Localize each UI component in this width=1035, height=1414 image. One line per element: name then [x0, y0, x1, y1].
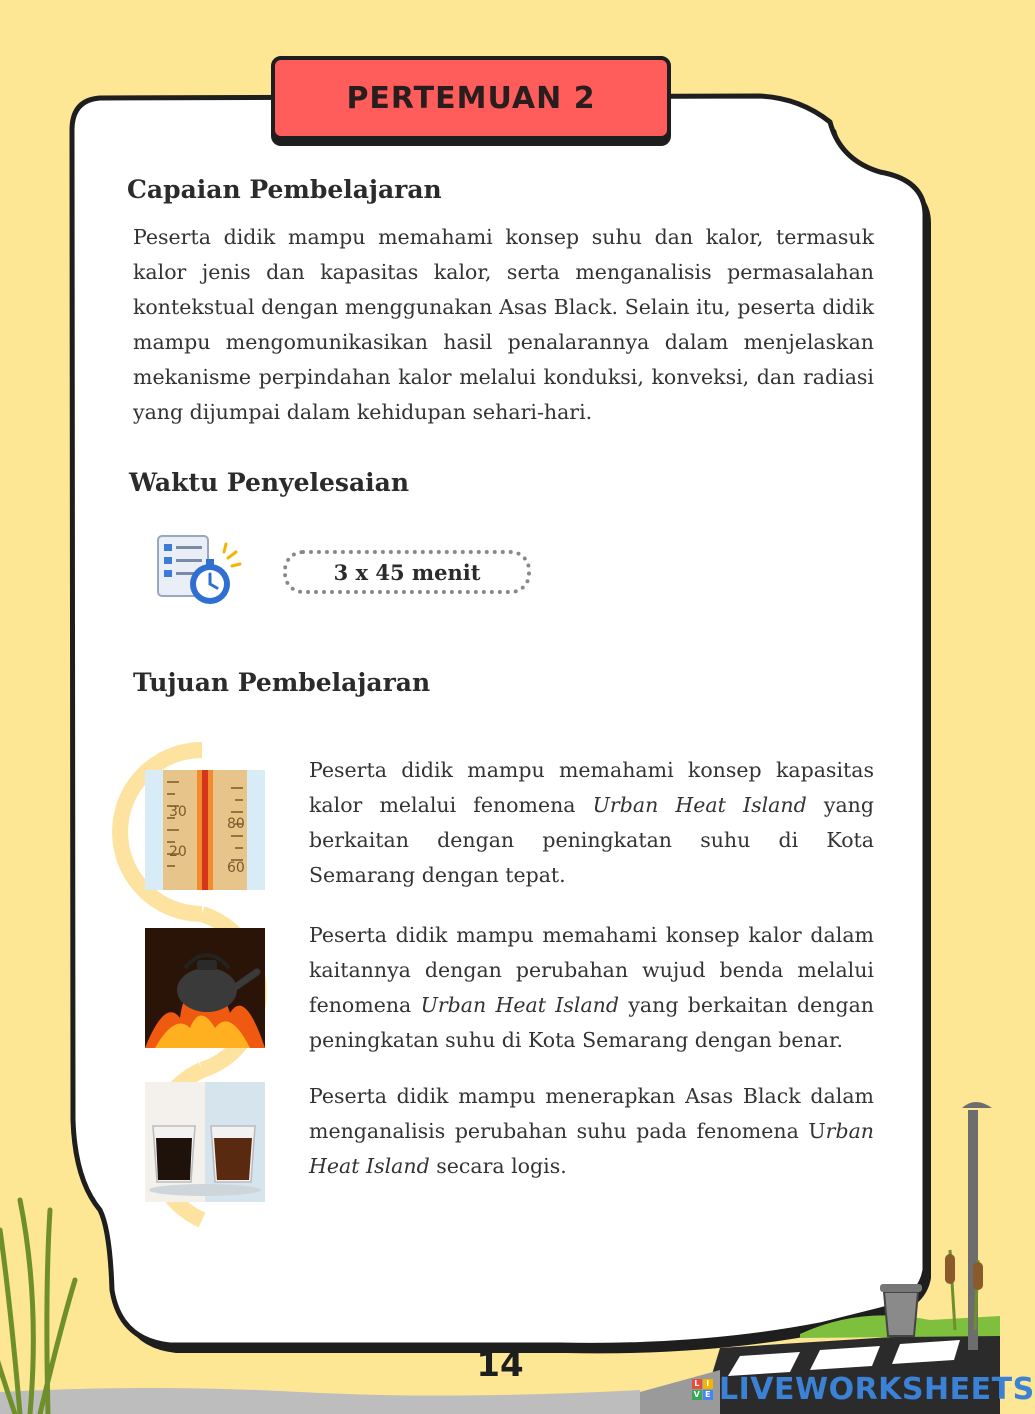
duration-text: 3 x 45 menit: [333, 559, 481, 585]
tujuan-heading: Tujuan Pembelajaran: [133, 668, 431, 697]
capaian-text: Peserta didik mampu memahami konsep suhu dan kalor, termasuk kalor jenis dan kapasitas kalor, serta menganalisis permasalahan kontekstual dengan menggunakan Asas Black. Selain itu, peserta didik mampu mengomunikasikan hasil penalarannya dalam menjelaskan mekanisme perpindahan kalor melalui konduksi, konveksi, dan radiasi yang dijumpai dalam kehidupan sehari-hari.: [133, 225, 874, 424]
liveworksheets-logo-icon: L I V E: [692, 1379, 713, 1400]
thermometer-label-60: 60: [227, 860, 245, 876]
title-tab: [271, 56, 671, 140]
kettle-fire-image: [145, 928, 265, 1048]
tujuan-item-1: Peserta didik mampu memahami konsep kapasitas kalor melalui fenomena Urban Heat Island yang berkaitan dengan peningkatan suhu di Kota Semarang dengan tepat.: [309, 758, 874, 887]
thermometer-label-80: 80: [227, 816, 245, 832]
coffee-glasses-image: [145, 1082, 265, 1202]
thermometer-image: [145, 770, 265, 890]
liveworksheets-watermark: [692, 1372, 1035, 1407]
checklist-stopwatch-icon: [152, 532, 242, 608]
thermometer-label-30: 30: [169, 804, 187, 820]
duration-badge: [283, 550, 531, 594]
liveworksheets-brand-text: LIVEWORKSHEETS: [719, 1372, 1035, 1407]
page-number: 14: [476, 1345, 524, 1385]
reed-plant-decoration: [0, 1200, 75, 1414]
thermometer-label-20: 20: [169, 844, 187, 860]
tujuan-item-2: Peserta didik mampu memahami konsep kalor dalam kaitannya dengan perubahan wujud benda melalui fenomena Urban Heat Island yang berkaitan dengan peningkatan suhu di Kota Semarang dengan benar.: [309, 923, 874, 1052]
page-title: PERTEMUAN 2: [346, 80, 596, 116]
waktu-heading: Waktu Penyelesaian: [129, 468, 410, 497]
capaian-heading: Capaian Pembelajaran: [127, 175, 442, 204]
tujuan-item-3: Peserta didik mampu menerapkan Asas Black dalam menganalisis perubahan suhu pada fenomena Urban Heat Island secara logis.: [309, 1084, 874, 1178]
